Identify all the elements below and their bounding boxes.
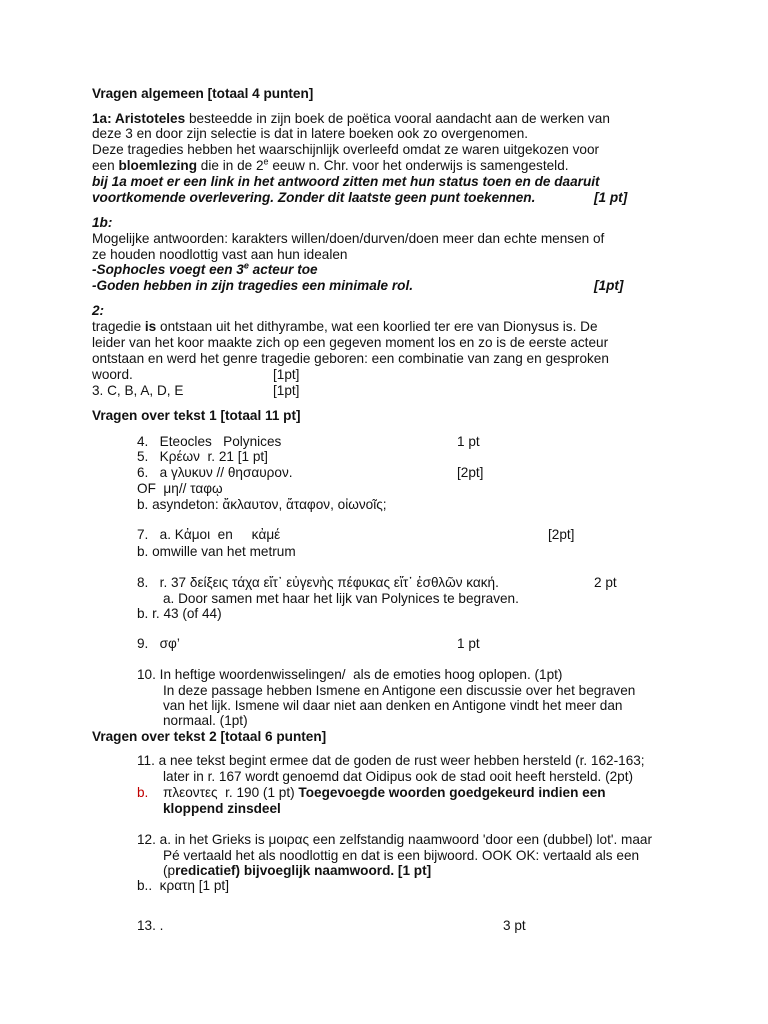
q10-line-3: van het lijk. Ismene wil daar niet aan denken en Antigone vindt het meer dan: [163, 698, 623, 713]
q1a-points: [1 pt]: [594, 190, 628, 205]
q11-line-2: later in r. 167 wordt genoemd dat Oidipus ook de stad ooit heeft hersteld. (2pt): [163, 769, 634, 784]
q6-line-a: 6. a γλυκυν // θησαυρον.: [137, 465, 293, 480]
q3-line: 3. C, B, A, D, E: [92, 383, 184, 398]
q6-line-b: b. asyndeton: ἄκλαυτον, ἄταφον, οἰωνοῖς;: [137, 497, 387, 512]
q1b-points: [1pt]: [594, 278, 624, 293]
q13-line: 13. .: [137, 918, 164, 933]
q9-points: 1 pt: [457, 636, 480, 651]
q5-line: 5. Κρέων r. 21 [1 pt]: [137, 449, 268, 464]
q2-line-4: woord.: [92, 367, 133, 382]
q7-points: [2pt]: [548, 527, 575, 542]
q12-text-3a: (p: [163, 863, 176, 878]
q1a-line-1: [92, 111, 610, 127]
q8-points: 2 pt: [594, 575, 617, 590]
q11-b-label: b.: [137, 785, 149, 800]
q6-line-of: OF μη// ταφῳ: [137, 481, 223, 496]
q1b-line-2: ze houden noodlottig vast aan hun idealen: [92, 247, 348, 262]
q11-b-line: [163, 785, 606, 801]
q11-line-1: 11. a nee tekst begint ermee dat de goden de rust weer hebben hersteld (r. 162-163;: [137, 753, 645, 768]
q1b-line-4: -Goden hebben in zijn tragedies een minimale rol.: [92, 278, 414, 293]
q7-line-a: 7. a. Κἀμοι en κἀμέ: [137, 527, 281, 542]
q1a-note-2: voortkomende overlevering. Zonder dit laatste geen punt toekennen.: [92, 190, 536, 205]
q9-line: 9. σφ’: [137, 636, 180, 651]
q2-is: is: [144, 319, 157, 334]
q1a-sup: e: [263, 156, 269, 167]
q7-line-b: b. omwille van het metrum: [137, 544, 296, 559]
q1b-line-3: [92, 262, 318, 278]
q12-line-2: Pé vertaald het als noodlottig en dat is een bijwoord. OOK OK: vertaald als een: [163, 848, 640, 863]
q1a-line-2: deze 3 en door zijn selectie is dat in latere boeken ook zo overgenomen.: [92, 126, 529, 141]
q1a-text-1: besteedde in zijn boek de poëtica vooral aandacht aan de werken van: [185, 111, 610, 126]
q10-line-1: 10. In heftige woordenwisselingen/ als de emoties hoog oplopen. (1pt): [137, 667, 563, 682]
q1b-line-1: Mogelijke antwoorden: karakters willen/doen/durven/doen meer dan echte mensen of: [92, 231, 605, 246]
q2-points: [1pt]: [273, 367, 300, 382]
q1a-line-3: Deze tragedies hebben het waarschijnlijk overleefd omdat ze waren uitgekozen voor: [92, 142, 600, 157]
q2-line-2: leider van het koor maakte zich op een gegeven moment los en zo is de eerste acteur: [92, 335, 609, 350]
q1a-line-4: [92, 158, 569, 174]
q6-points: [2pt]: [457, 465, 484, 480]
q4-points: 1 pt: [457, 434, 480, 449]
q3-points: [1pt]: [273, 383, 300, 398]
section-heading-text1: Vragen over tekst 1 [totaal 11 pt]: [92, 408, 301, 423]
q1b-text-3b: acteur toe: [248, 262, 318, 277]
q2-text-1a: tragedie: [92, 319, 145, 334]
q12-line-b: b.. κρατη [1 pt]: [137, 878, 229, 893]
q1a-text-4c: eeuw n. Chr. voor het onderwijs is samengesteld.: [268, 158, 569, 173]
q12-line-3: [163, 863, 431, 879]
q2-line-1: [92, 319, 598, 335]
q8-line-b: b. r. 43 (of 44): [137, 606, 222, 621]
q2-label: 2:: [92, 303, 105, 318]
q2-line-3: ontstaan en werd het genre tragedie geboren: een combinatie van zang en gesproken: [92, 351, 609, 366]
section-heading-text2: Vragen over tekst 2 [totaal 6 punten]: [92, 729, 327, 744]
q8-line: 8. r. 37 δείξεις τάχα εἴτ᾽ εὐγενὴς πέφυκας εἴτ᾽ ἐσθλῶν κακή.: [137, 575, 499, 590]
q11-b-bold: Toegevoegde woorden goedgekeurd indien een: [298, 785, 606, 800]
q12-text-3b: redicatief) bijvoeglijk naamwoord. [1 pt]: [175, 863, 432, 878]
q2-text-1b: ontstaan uit het dithyrambe, wat een koorlied ter ere van Dionysus is. De: [156, 319, 598, 334]
q4-line: 4. Eteocles Polynices: [137, 434, 282, 449]
section-heading-general: Vragen algemeen [totaal 4 punten]: [92, 86, 314, 101]
q10-line-2: In deze passage hebben Ismene en Antigone een discussie over het begraven: [163, 683, 636, 698]
q1a-text-4a: een: [92, 158, 119, 173]
q1a-bloemlezing: bloemlezing: [118, 158, 198, 173]
q1b-text-3a: -Sophocles voegt een 3: [92, 262, 244, 277]
q1a-note-1: bij 1a moet er een link in het antwoord zitten met hun status toen en de daaruit: [92, 174, 600, 189]
q12-line-1: 12. a. in het Grieks is μοιρας een zelfstandig naamwoord 'door een (dubbel) lot'. maar: [137, 832, 652, 847]
q8-line-a: a. Door samen met haar het lijk van Polynices te begraven.: [163, 591, 519, 606]
q11-b-line-2: kloppend zinsdeel: [163, 801, 281, 816]
q1a-label: 1a: Aristoteles: [92, 111, 186, 126]
q10-line-4: normaal. (1pt): [163, 713, 248, 728]
q1b-sup: e: [243, 260, 249, 271]
q1a-text-4b: die in de 2: [197, 158, 264, 173]
q1b-label: 1b:: [92, 215, 113, 230]
q13-points: 3 pt: [503, 918, 526, 933]
q11-b-text: πλεοντες r. 190 (1 pt): [163, 785, 299, 800]
